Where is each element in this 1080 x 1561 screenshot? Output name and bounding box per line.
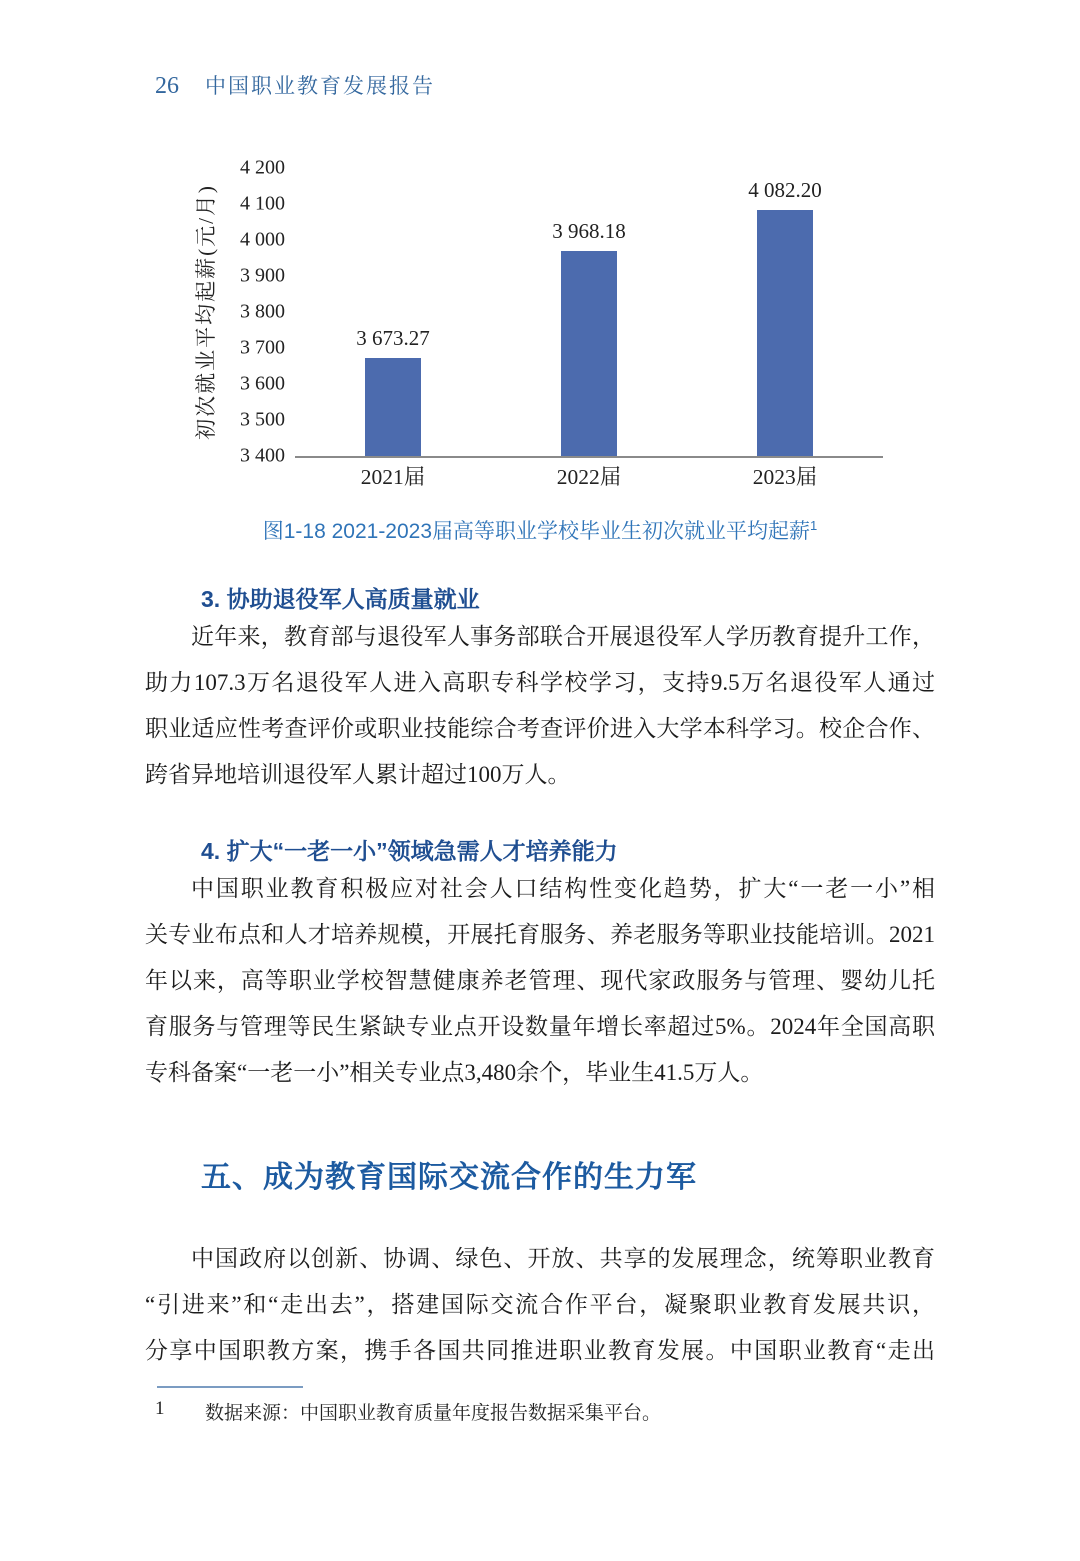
page-number: 26 (155, 73, 179, 99)
bar-slot (295, 168, 491, 456)
y-tick-label: 3 500 (240, 408, 285, 431)
x-axis-labels (295, 460, 883, 491)
y-tick-label: 3 800 (240, 300, 285, 323)
bar (365, 358, 421, 456)
y-tick-label: 3 700 (240, 336, 285, 359)
footnote-area (145, 1386, 935, 1425)
footnote-reference-mark: 1 (810, 518, 818, 533)
section-5-paragraph (145, 1236, 935, 1374)
bar-value-label: 4 082.20 (748, 178, 822, 203)
section-4-heading: 4. 扩大“一老一小”领域急需人才培养能力 (201, 838, 618, 864)
y-axis-tick-labels (145, 156, 285, 467)
bar-chart (145, 146, 935, 498)
bar-slot (491, 168, 687, 456)
text-line: 专科备案“一老一小”相关专业点3,480余个，毕业生41.5万人。 (145, 1060, 764, 1085)
section-4-paragraph (145, 866, 935, 1096)
section-5-heading: 五、成为教育国际交流合作的生力军 (201, 1161, 697, 1194)
text-line: 中国政府以创新、协调、绿色、开放、共享的发展理念，统筹职业教育 (191, 1246, 935, 1271)
page-content (145, 146, 935, 1374)
text-line: 职业适应性考查评价或职业技能综合考查评价进入大学本科学习。校企合作、 (145, 716, 935, 741)
y-tick-label: 3 900 (240, 264, 285, 287)
y-tick-label: 3 600 (240, 372, 285, 395)
y-tick-label: 3 400 (240, 444, 285, 467)
x-axis-category-label: 2022届 (556, 465, 622, 489)
footnote (145, 1398, 935, 1425)
page-header (155, 70, 435, 100)
header-title: 中国职业教育发展报告 (205, 74, 435, 98)
text-line: 助力107.3万名退役军人进入高职专科学校学习，支持9.5万名退役军人通过 (145, 670, 935, 695)
section-3-paragraph (145, 614, 935, 798)
bar-value-label: 3 673.27 (356, 325, 430, 350)
bar (561, 251, 617, 456)
y-tick-label: 4 000 (240, 228, 285, 251)
footnote-separator (157, 1386, 303, 1388)
text-line: 跨省异地培训退役军人累计超过100万人。 (145, 762, 571, 787)
figure-caption (145, 512, 935, 546)
figure-1-18 (145, 146, 935, 546)
y-axis-title: 初次就业平均起薪(元/月) (194, 184, 218, 440)
figure-caption-text: 图1-18 2021-2023届高等职业学校毕业生初次就业平均起薪 (262, 520, 811, 543)
footnote-marker: 1 (155, 1398, 165, 1419)
text-line: 分享中国职教方案，携手各国共同推进职业教育发展。中国职业教育“走出 (145, 1338, 935, 1363)
text-line: 育服务与管理等民生紧缺专业点开设数量年增长率超过5%。2024年全国高职 (145, 1014, 935, 1039)
y-tick-label: 4 200 (240, 156, 285, 179)
bar-slot (687, 168, 883, 456)
text-line: 中国职业教育积极应对社会人口结构性变化趋势，扩大“一老一小”相 (191, 876, 935, 901)
x-axis-category-label: 2021届 (360, 465, 426, 489)
text-line: 关专业布点和人才培养规模，开展托育服务、养老服务等职业技能培训。2021 (145, 922, 935, 947)
x-axis-category-label: 2023届 (752, 465, 818, 489)
bar-value-label: 3 968.18 (552, 219, 626, 244)
bar (757, 210, 813, 456)
plot-area (295, 168, 883, 458)
text-line: 年以来，高等职业学校智慧健康养老管理、现代家政服务与管理、婴幼儿托 (145, 968, 935, 993)
text-line: 近年来，教育部与退役军人事务部联合开展退役军人学历教育提升工作， (191, 624, 935, 649)
y-tick-label: 4 100 (240, 192, 285, 215)
section-3-heading: 3. 协助退役军人高质量就业 (201, 586, 480, 612)
text-line: “引进来”和“走出去”，搭建国际交流合作平台，凝聚职业教育发展共识， (145, 1292, 935, 1317)
footnote-text: 数据来源：中国职业教育质量年度报告数据采集平台。 (205, 1403, 662, 1424)
